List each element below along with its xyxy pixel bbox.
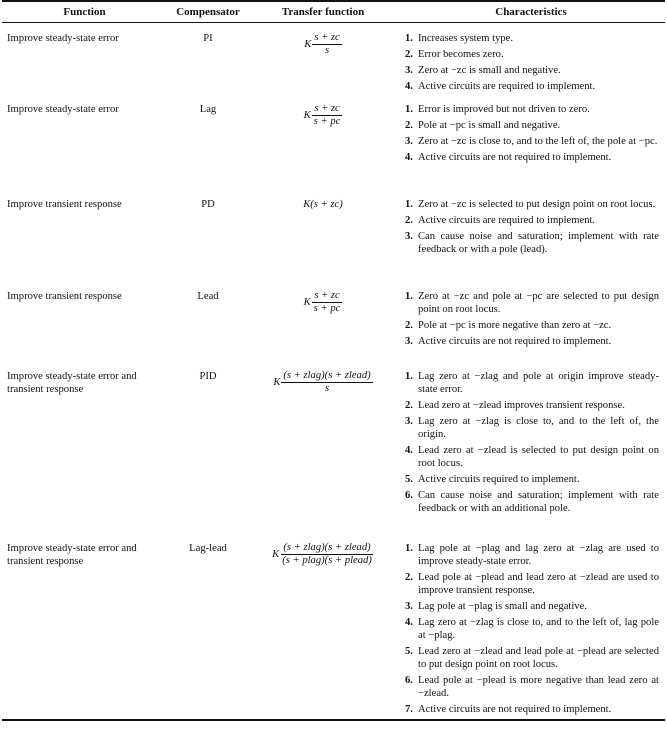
list-item: 1. Increases system type.: [405, 33, 514, 44]
tf-gain: K: [303, 109, 311, 121]
compensator-cell: PD: [201, 198, 215, 210]
list-item: 4. Active circuits are not required to implement.: [405, 151, 612, 163]
header-characteristics: Characteristics: [397, 1, 665, 23]
list-item: 4. Lag zero at −zlag is close to, and to the left of, lag pole at −plag.: [405, 616, 659, 641]
list-item: 3. Active circuits are not required to implement.: [405, 335, 612, 347]
compensator-cell: PI: [203, 33, 213, 44]
list-item: 7. Active circuits are not required to implement.: [405, 703, 612, 715]
table-row: [2, 370, 665, 542]
characteristics-cell: [397, 290, 665, 370]
table-row: [2, 23, 665, 103]
table-row: [2, 198, 665, 290]
tf-numerator: (s + zlag)(s + zlead): [283, 541, 371, 553]
tf-fraction: [312, 290, 343, 315]
list-item: 5. Active circuits required to implement.: [405, 473, 580, 485]
list-item: 3. Zero at −zc is close to, and to the left of, the pole at −pc.: [405, 135, 658, 147]
tf-gain: K: [272, 548, 280, 560]
compensator-cell: Lag: [199, 103, 217, 115]
header-transfer-function: Transfer function: [249, 1, 397, 23]
transfer-function-cell: [249, 370, 397, 542]
characteristics-cell: [397, 370, 665, 542]
list-item: 1. Lag zero at −zlag and pole at origin improve steady-state error.: [405, 370, 659, 395]
list-item: 1. Zero at −zc is selected to put design point on root locus.: [405, 198, 656, 210]
tf-fraction: [280, 542, 374, 567]
transfer-function-cell: [249, 542, 397, 720]
compensator-table: [2, 0, 665, 721]
tf-numerator: (s + zlag)(s + zlead): [283, 369, 371, 381]
header-compensator: Compensator: [167, 1, 249, 23]
transfer-function-cell: [249, 23, 397, 103]
list-item: 1. Lag pole at −plag and lag zero at −zlag are used to improve steady-state error.: [405, 542, 659, 567]
list-item: 1. Zero at −zc and pole at −pc are selected to put design point on root locus.: [405, 290, 659, 315]
list-item: 2. Lead pole at −plead and lead zero at −zlead are used to improve transient response.: [405, 571, 659, 596]
list-item: 3. Zero at −zc is small and negative.: [405, 65, 561, 76]
list-item: 4. Lead zero at −zlead is selected to put design point on root locus.: [405, 444, 659, 469]
function-cell: Improve transient response: [7, 290, 122, 302]
list-item: 3. Lag pole at −plag is small and negative.: [405, 600, 587, 612]
list-item: 2. Pole at −pc is more negative than zero at −zc.: [405, 319, 612, 331]
list-item: 2. Active circuits are required to implement.: [405, 214, 596, 226]
table-row: [2, 542, 665, 720]
characteristics-cell: [397, 23, 665, 103]
table-row: [2, 103, 665, 198]
compensator-cell: Lead: [197, 290, 219, 302]
transfer-function-cell: [249, 290, 397, 370]
tf-numerator: s + zc: [314, 102, 340, 114]
characteristics-cell: [397, 542, 665, 720]
characteristics-cell: [397, 198, 665, 290]
list-item: 6. Lead pole at −plead is more negative than lead zero at −zlead.: [405, 674, 659, 699]
table-row: [2, 290, 665, 370]
transfer-function-cell: [249, 198, 397, 290]
characteristics-cell: [397, 103, 665, 198]
list-item: 2. Lead zero at −zlead improves transient response.: [405, 399, 625, 411]
tf-fraction: [312, 103, 343, 128]
tf-denominator: (s + plag)(s + plead): [282, 554, 372, 566]
function-cell: Improve steady-state error and transient response: [7, 370, 137, 395]
tf-denominator: s + pc: [313, 302, 341, 314]
tf-fraction: [281, 370, 372, 395]
list-item: 2. Error becomes zero.: [405, 49, 504, 60]
tf-numerator: s + zc: [314, 32, 340, 43]
list-item: 3. Lag zero at −zlag is close to, and to the left of, the origin.: [405, 415, 659, 440]
tf-gain: K: [273, 376, 281, 388]
list-item: 4. Active circuits are required to implement.: [405, 81, 596, 92]
list-item: 5. Lead zero at −zlead and lead pole at −plead are selected to put design point on root locus.: [405, 645, 659, 670]
compensator-cell: PID: [199, 370, 217, 382]
transfer-function-cell: [249, 103, 397, 198]
function-cell: Improve steady-state error and transient response: [2, 542, 167, 720]
tf-denominator: s: [324, 382, 330, 394]
list-item: 3. Can cause noise and saturation; implement with rate feedback or with a pole (lead).: [405, 230, 659, 255]
list-item: 1. Error is improved but not driven to zero.: [405, 103, 590, 115]
tf-expression: K(s + zc): [303, 198, 343, 210]
function-cell: Improve transient response: [7, 198, 122, 210]
list-item: 2. Pole at −pc is small and negative.: [405, 119, 561, 131]
function-cell: Improve steady-state error: [7, 33, 119, 44]
tf-denominator: s + pc: [313, 115, 341, 127]
tf-gain: K: [303, 296, 311, 308]
list-item: 6. Can cause noise and saturation; implement with rate feedback or with an additional pole.: [405, 489, 659, 514]
function-cell: Improve steady-state error: [7, 103, 119, 115]
tf-fraction: [312, 32, 341, 57]
tf-numerator: s + zc: [314, 289, 340, 301]
tf-gain: K: [304, 39, 312, 50]
header-function: Function: [2, 1, 167, 23]
header-row: [2, 1, 665, 23]
compensator-table-container: [2, 0, 665, 721]
compensator-cell: Lag-lead: [167, 542, 249, 720]
tf-denominator: s: [324, 45, 330, 56]
